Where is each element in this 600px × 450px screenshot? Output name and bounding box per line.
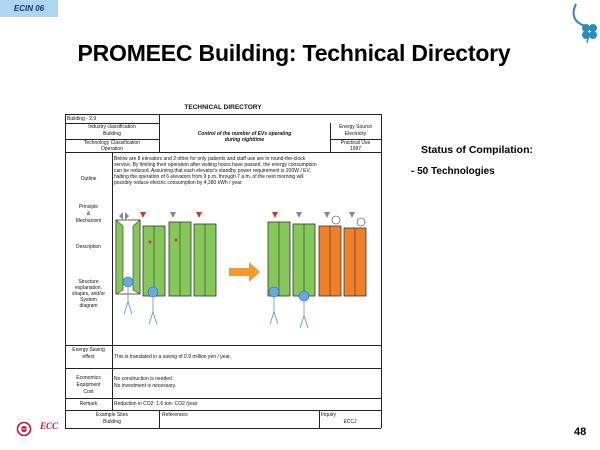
table-border [65,410,381,411]
principle-label-line1: Principle [78,204,99,210]
example-sites-label: Example Sites [96,412,128,418]
sheet-main-title-line2: during nighttime [224,137,265,143]
table-border [65,114,381,115]
clover-logo-icon [562,2,600,44]
elevator-before-3 [194,224,216,296]
energy-saving-label-line2: effect [82,354,95,360]
energy-source-value: Electricity [344,131,367,137]
directory-title: TECHNICAL DIRECTORY [184,104,262,111]
structure-label-line3: shapes, and/or [71,291,106,297]
inquiry-value: ECCJ [343,419,357,425]
status-item: - 50 Technologies [411,166,495,177]
eccj-logo-text: ECC [40,421,59,431]
outline-line-2: service. By limiting their operation after visiting hours have passed, the energy consumption [114,162,317,168]
structure-label-line1: Structure [78,279,99,285]
energy-source-label: Energy Source [338,124,373,130]
practical-use-value: 1997 [349,146,362,152]
economics-text-line1: No construction is needed. [114,376,174,382]
structure-label-line2: explanation, [75,285,102,291]
energy-saving-text: This is translated in a saving of 0.9 million yen / year. [114,354,232,360]
building-id: Building - 2.9 [67,116,97,122]
sheet-main-title-line1: Control of the number of EVs operating [197,131,292,137]
table-border [159,410,160,428]
industry-value: Building [103,131,121,137]
status-heading: Status of Compilation: [421,144,533,156]
elevator-after-1 [268,222,290,296]
table-border [112,152,113,410]
technical-directory-sheet [64,104,382,429]
outline-label: Outline [80,176,97,182]
references-label: References [162,412,188,418]
outline-line-4: halting the operation of 6 elevators from 9 p.m. through 7 a.m. of the next morning will [114,174,304,180]
table-border [381,114,382,428]
principle-label-line2: & [86,211,91,217]
elevator-diagram [114,204,380,339]
economics-label-line1: Economics [76,375,101,381]
example-sites-value: Building [103,419,121,425]
inquiry-label: Inquiry [321,412,337,418]
slide-title: PROMEEC Building: Technical Directory [77,40,511,66]
remark-label: Remark [79,401,98,407]
slide-tag: ECIN 06 [0,0,58,17]
outline-line-1: Below are 8 elevators and 2 other for only patients and staff use are in round-the-clock [114,156,306,162]
page-number: 48 [574,426,587,438]
elevator-after-sleeping-2 [344,218,366,296]
transition-arrow-icon [229,262,260,282]
elevator-after-sleeping-1 [319,216,341,296]
description-label: Description [75,244,101,250]
structure-label-line4: System [80,297,97,303]
principle-label-line3: Mechanism [75,218,102,224]
direction-arrows-before [119,212,202,220]
practical-use-label: Practical Use [340,140,371,146]
outline-line-5: possibly reduce electric consumption by 4,380 kWh / year. [114,180,243,186]
elevator-after-2 [293,224,315,296]
industry-label: Industry classification [88,124,136,130]
economics-label-line2: Equipment [76,382,101,388]
technology-label: Technology Classification [83,140,141,146]
direction-arrows-after [272,212,355,218]
technology-value: Operation [101,146,123,152]
remark-text: Reduction in CO2: 1.6 ton- CO2 /year [114,401,198,407]
economics-text-line2: No investment is necessary. [114,383,177,389]
table-border [65,428,381,429]
economics-label-line3: Cost [83,389,94,395]
energy-saving-label-line1: Energy Saving [72,347,105,353]
elevator-before-2 [169,222,191,296]
outline-line-3: can be reduced. Assuming that each elevator's standby power requirement is 200W / EV, [114,168,311,174]
elevator-before-1 [143,226,165,296]
structure-label-line5: diagram [79,303,98,309]
